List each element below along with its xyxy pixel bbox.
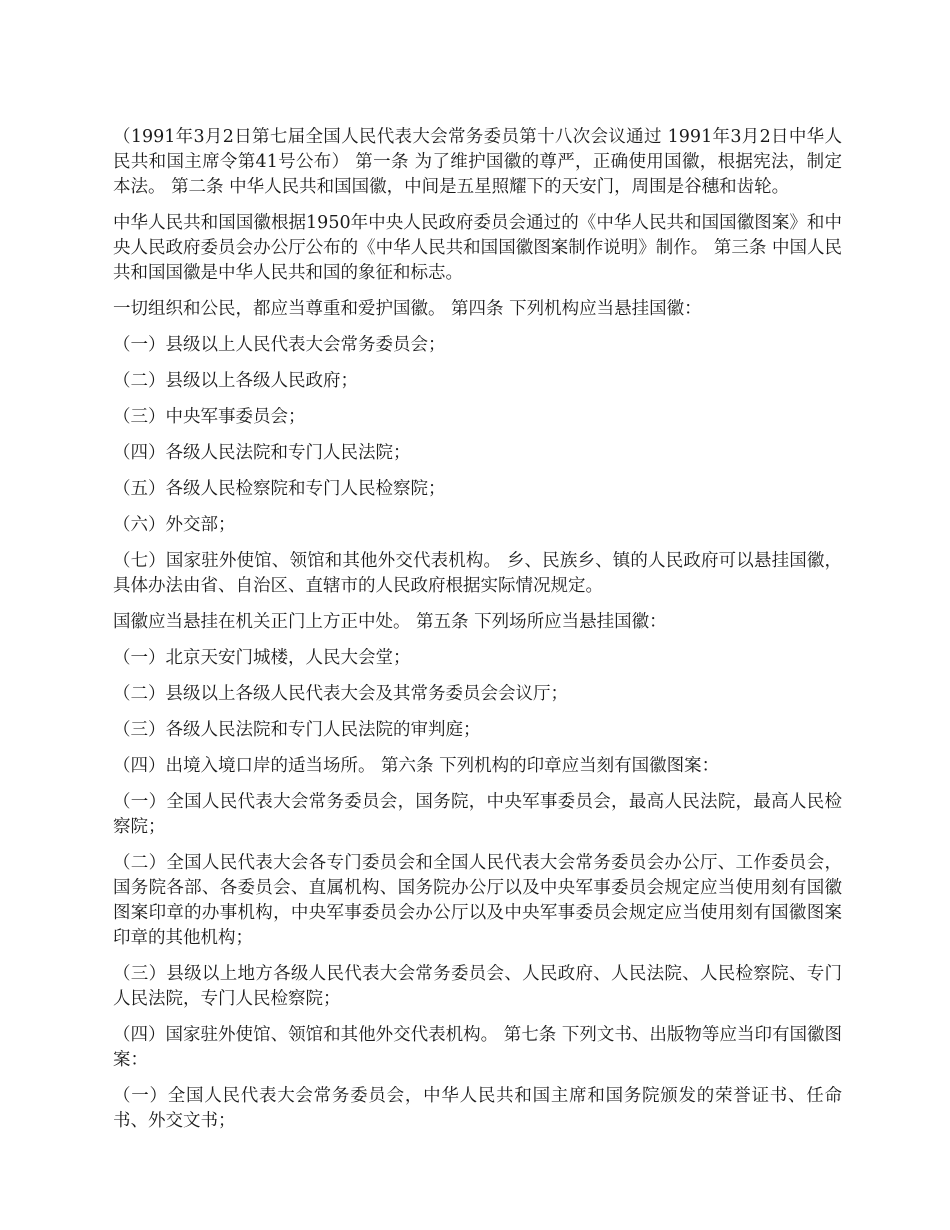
list-item-article-6-1: （一）全国人民代表大会常务委员会，国务院，中央军事委员会，最高人民法院，最高人民检察院； bbox=[113, 792, 842, 837]
list-item-article-5-2: （二）县级以上各级人民代表大会及其常务委员会会议厅； bbox=[113, 684, 568, 704]
list-item-article-6-3: （三）县级以上地方各级人民代表大会常务委员会、人民政府、人民法院、人民检察院、专门人民法院，专门人民检察院； bbox=[113, 964, 842, 1009]
list-item-article-5-4: （四）出境入境口岸的适当场所。 第六条 下列机构的印章应当刻有国徽图案： bbox=[113, 756, 720, 776]
list-item-article-4-4: （四）各级人民法院和专门人民法院； bbox=[113, 443, 411, 463]
list-item-article-5-3: （三）各级人民法院和专门人民法院的审判庭； bbox=[113, 720, 481, 740]
paragraph-article-3: 中华人民共和国国徽根据1950年中央人民政府委员会通过的《中华人民共和国国徽图案》和中央人民政府委员会办公厅公布的《中华人民共和国国徽图案制作说明》制作。 第三条 中国人民共和国国徽是中华人民共和国的象征和标志。 bbox=[113, 213, 842, 283]
list-item-article-7-1: （一）全国人民代表大会常务委员会，中华人民共和国主席和国务院颁发的荣誉证书、任命书、外交文书； bbox=[113, 1086, 842, 1131]
paragraph-preamble-articles-1-2: （1991年3月2日第七届全国人民代表大会常务委员第十八次会议通过 1991年3月2日中华人民共和国主席令第41号公布） 第一条 为了维护国徽的尊严，正确使用国徽，根据宪法，制定本法。 第二条 中华人民共和国国徽，中间是五星照耀下的天安门，周围是谷穗和齿轮。 bbox=[113, 127, 842, 197]
list-item-article-4-1: （一）县级以上人民代表大会常务委员会； bbox=[113, 335, 446, 355]
paragraph-article-4-intro: 一切组织和公民，都应当尊重和爱护国徽。 第四条 下列机构应当悬挂国徽： bbox=[113, 299, 702, 319]
list-item-article-6-2: （二）全国人民代表大会各专门委员会和全国人民代表大会常务委员会办公厅、工作委员会，国务院各部、各委员会、直属机构、国务院办公厅以及中央军事委员会规定应当使用刻有国徽图案印章的办事机构，中央军事委员会办公厅以及中央军事委员会规定应当使用刻有国徽图案印章的其他机构； bbox=[113, 853, 842, 948]
list-item-article-4-3: （三）中央军事委员会； bbox=[113, 407, 306, 427]
list-item-article-5-1: （一）北京天安门城楼，人民大会堂； bbox=[113, 648, 411, 668]
paragraph-article-5-intro: 国徽应当悬挂在机关正门上方正中处。 第五条 下列场所应当悬挂国徽： bbox=[113, 612, 667, 632]
list-item-article-4-6: （六）外交部； bbox=[113, 515, 236, 535]
list-item-article-4-5: （五）各级人民检察院和专门人民检察院； bbox=[113, 479, 446, 499]
list-item-article-4-2: （二）县级以上各级人民政府； bbox=[113, 371, 358, 391]
list-item-article-4-7: （七）国家驻外使馆、领馆和其他外交代表机构。 乡、民族乡、镇的人民政府可以悬挂国徽，具体办法由省、自治区、直辖市的人民政府根据实际情况规定。 bbox=[113, 551, 842, 596]
list-item-article-6-4: （四）国家驻外使馆、领馆和其他外交代表机构。 第七条 下列文书、出版物等应当印有国徽图案： bbox=[113, 1025, 842, 1070]
